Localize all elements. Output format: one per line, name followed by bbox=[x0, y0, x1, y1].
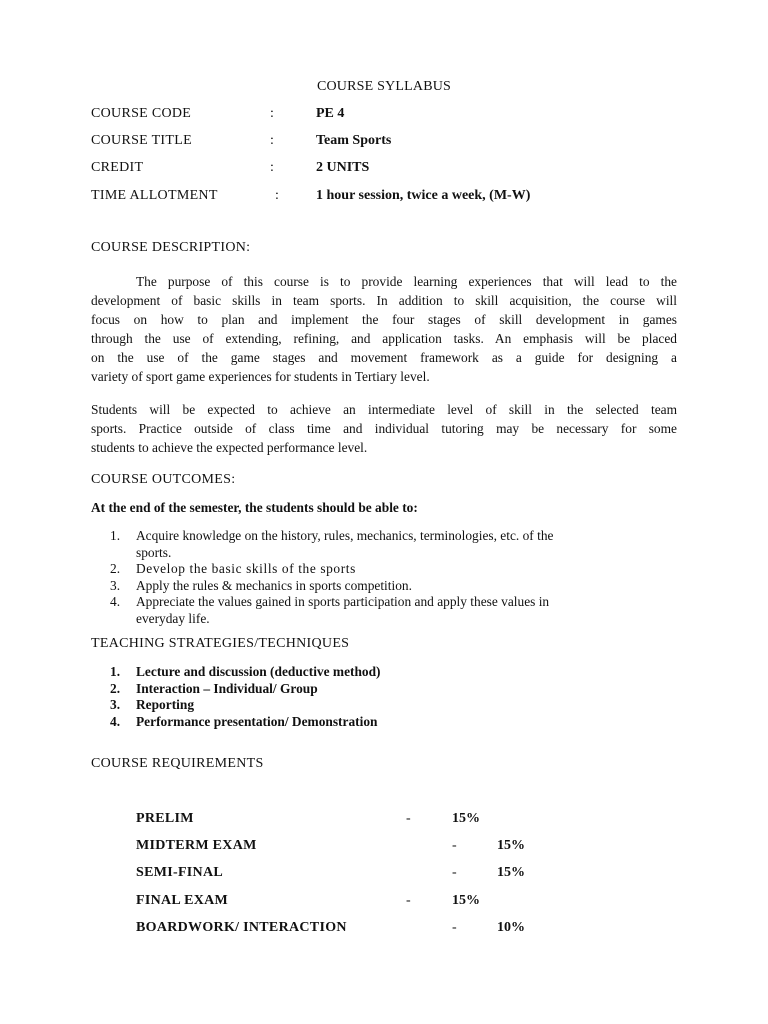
list-item-text: Performance presentation/ Demonstration bbox=[136, 713, 378, 729]
teaching-strategies-heading: TEACHING STRATEGIES/TECHNIQUES bbox=[91, 636, 350, 651]
course-outcomes-heading: COURSE OUTCOMES: bbox=[91, 472, 236, 487]
list-number: 1. bbox=[110, 664, 121, 679]
requirement-percent: 10% bbox=[497, 920, 525, 935]
paragraph-line: variety of sport game experiences for students in Tertiary level. bbox=[91, 369, 430, 384]
list-item-text: sports. bbox=[136, 544, 172, 560]
list-item-text: Acquire knowledge on the history, rules, mechanics, terminologies, etc. of the bbox=[136, 528, 554, 543]
list-number: 4. bbox=[110, 594, 121, 609]
requirement-label: MIDTERM EXAM bbox=[136, 838, 257, 853]
paragraph-line: sports. Practice outside of class time and individual tutoring may be necessary for some bbox=[91, 421, 677, 436]
paragraph-line: development of basic skills in team sports. In addition to skill acquisition, the course will bbox=[91, 293, 677, 308]
list-item bbox=[110, 561, 553, 578]
requirement-percent: 15% bbox=[452, 893, 480, 908]
page-title: COURSE SYLLABUS bbox=[316, 79, 452, 94]
requirement-dash: - bbox=[406, 811, 411, 826]
course-title-label: COURSE TITLE bbox=[91, 133, 192, 148]
list-item-text: Develop the basic skills of the sports bbox=[136, 561, 356, 576]
time-allotment-label: TIME ALLOTMENT bbox=[91, 188, 218, 203]
requirement-dash: - bbox=[452, 865, 457, 880]
list-item bbox=[110, 697, 381, 714]
credit-label: CREDIT bbox=[91, 160, 144, 175]
list-item bbox=[110, 681, 381, 698]
list-number: 2. bbox=[110, 680, 121, 696]
requirement-label: FINAL EXAM bbox=[136, 893, 229, 908]
requirement-percent: 15% bbox=[497, 865, 525, 880]
paragraph-line: on the use of the game stages and movement framework as a guide for designing a bbox=[91, 350, 677, 365]
time-allotment-value: 1 hour session, twice a week, (M-W) bbox=[316, 188, 531, 203]
expectations-paragraph bbox=[91, 400, 677, 457]
list-item-text: Appreciate the values gained in sports participation and apply these values in bbox=[136, 594, 550, 609]
list-item-text: everyday life. bbox=[136, 610, 210, 626]
course-description-paragraph bbox=[91, 272, 677, 386]
course-requirements-heading: COURSE REQUIREMENTS bbox=[91, 756, 264, 771]
course-code-label: COURSE CODE bbox=[91, 106, 192, 121]
requirement-label: BOARDWORK/ INTERACTION bbox=[136, 920, 347, 935]
requirement-dash: - bbox=[452, 838, 457, 853]
outcomes-intro: At the end of the semester, the students should be able to: bbox=[91, 500, 418, 515]
requirement-percent: 15% bbox=[452, 811, 480, 826]
requirement-label: SEMI-FINAL bbox=[136, 865, 224, 880]
paragraph-line: The purpose of this course is to provide learning experiences that will lead to the bbox=[136, 274, 677, 289]
list-item bbox=[110, 528, 553, 561]
list-number: 3. bbox=[110, 577, 121, 593]
paragraph-line: through the use of extending, refining, and application tasks. An emphasis will be placed bbox=[91, 331, 677, 346]
course-code-value: PE 4 bbox=[316, 106, 345, 121]
list-item-text: Apply the rules & mechanics in sports competition. bbox=[136, 577, 412, 593]
list-number: 2. bbox=[110, 561, 121, 576]
list-item bbox=[110, 594, 553, 627]
requirement-label: PRELIM bbox=[136, 811, 194, 826]
course-title-value: Team Sports bbox=[316, 133, 392, 148]
course-code-colon: : bbox=[270, 106, 274, 121]
time-allotment-colon: : bbox=[275, 188, 279, 203]
course-title-colon: : bbox=[270, 133, 274, 148]
list-item bbox=[110, 714, 381, 731]
requirement-dash: - bbox=[406, 893, 411, 908]
list-item-text: Reporting bbox=[136, 697, 195, 712]
list-item bbox=[110, 664, 381, 681]
list-number: 3. bbox=[110, 697, 121, 712]
credit-colon: : bbox=[270, 160, 274, 175]
requirement-dash: - bbox=[452, 920, 457, 935]
course-description-heading: COURSE DESCRIPTION: bbox=[91, 240, 251, 255]
list-number: 1. bbox=[110, 528, 121, 543]
outcomes-list bbox=[110, 528, 553, 627]
credit-value: 2 UNITS bbox=[316, 160, 370, 175]
requirement-percent: 15% bbox=[497, 838, 525, 853]
list-item bbox=[110, 578, 553, 595]
list-item-text: Lecture and discussion (deductive method) bbox=[136, 664, 381, 679]
paragraph-line: focus on how to plan and implement the four stages of skill development in games bbox=[91, 312, 677, 327]
paragraph-line: Students will be expected to achieve an intermediate level of skill in the selected team bbox=[91, 402, 677, 417]
paragraph-line: students to achieve the expected performance level. bbox=[91, 440, 368, 455]
list-item-text: Interaction – Individual/ Group bbox=[136, 680, 318, 696]
list-number: 4. bbox=[110, 713, 121, 729]
strategies-list bbox=[110, 664, 381, 730]
